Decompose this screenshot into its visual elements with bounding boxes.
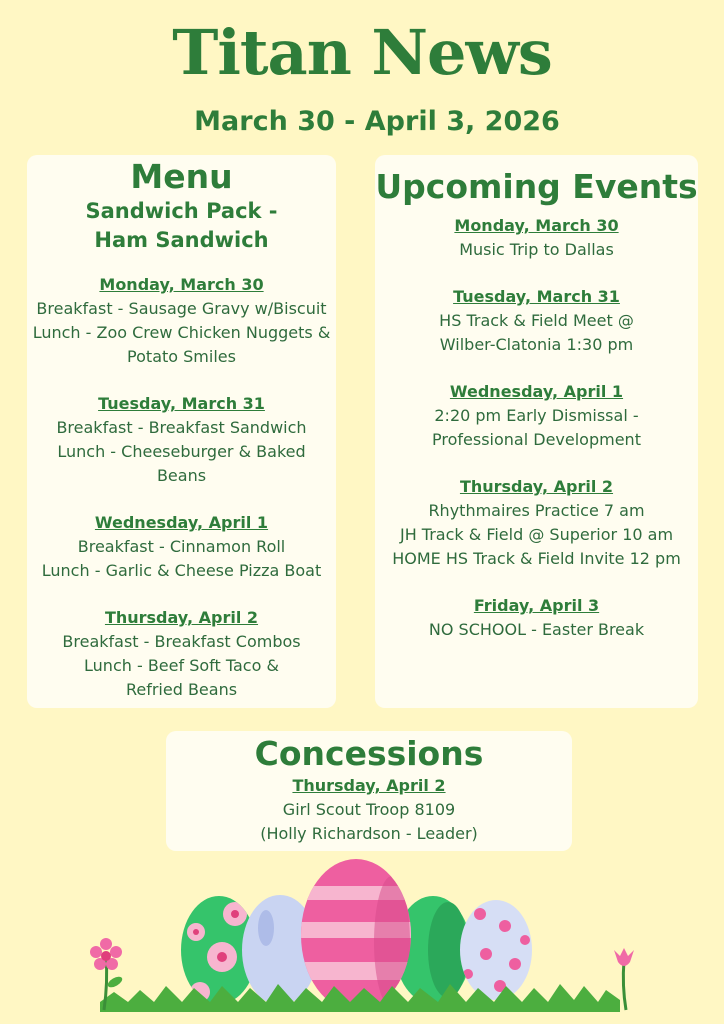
event-day-block [375,594,698,642]
concessions-line: Girl Scout Troop 8109 [282,800,456,819]
concessions-day: Thursday, April 2 [292,776,446,795]
events-card [375,155,698,708]
concessions-line: (Holly Richardson - Leader) [260,824,478,843]
menu-line: Lunch - Beef Soft Taco & [84,656,279,675]
menu-day-block [27,606,336,702]
menu-day-block [27,273,336,369]
event-day-heading: Tuesday, March 31 [453,287,620,306]
newsletter-title: Titan News [172,16,552,89]
event-line: HS Track & Field Meet @ [439,311,634,330]
menu-subheading-2: Ham Sandwich [94,228,269,252]
event-line: Rhythmaires Practice 7 am [428,501,645,520]
event-day-block [375,380,698,452]
event-day-heading: Friday, April 3 [473,596,600,615]
menu-day-heading: Tuesday, March 31 [98,394,265,413]
event-day-block [375,214,698,262]
date-range: March 30 - April 3, 2026 [194,106,560,137]
event-day-block [375,285,698,357]
menu-line: Lunch - Zoo Crew Chicken Nuggets & [32,323,331,342]
menu-line: Breakfast - Breakfast Combos [62,632,301,651]
menu-day-heading: Thursday, April 2 [104,608,259,627]
menu-day-block [27,392,336,488]
event-line: 2:20 pm Early Dismissal - [434,406,639,425]
menu-subheading-1: Sandwich Pack - [85,199,278,223]
menu-heading: Menu [130,157,233,196]
event-day-heading: Thursday, April 2 [459,477,614,496]
event-line: JH Track & Field @ Superior 10 am [399,525,674,544]
event-line: Wilber-Clatonia 1:30 pm [439,335,634,354]
menu-line: Potato Smiles [127,347,236,366]
easter-egg-icon [460,900,532,1000]
event-line: HOME HS Track & Field Invite 12 pm [392,549,681,568]
easter-decoration [0,852,724,1024]
menu-line: Breakfast - Sausage Gravy w/Biscuit [36,299,327,318]
menu-line: Breakfast - Breakfast Sandwich [56,418,307,437]
menu-line: Lunch - Cheeseburger & Baked [57,442,306,461]
event-line: Professional Development [432,430,641,449]
event-line: Music Trip to Dallas [459,240,614,259]
concessions-heading: Concessions [254,734,484,773]
menu-line: Breakfast - Cinnamon Roll [77,537,286,556]
event-day-heading: Wednesday, April 1 [449,382,624,401]
menu-day-block [27,511,336,583]
event-line: NO SCHOOL - Easter Break [428,620,645,639]
event-day-heading: Monday, March 30 [454,216,619,235]
menu-day-heading: Wednesday, April 1 [94,513,269,532]
menu-card [27,155,336,708]
concessions-card [166,731,572,851]
menu-line: Refried Beans [125,680,238,699]
menu-line: Beans [156,466,207,485]
event-day-block [375,475,698,571]
menu-day-heading: Monday, March 30 [99,275,264,294]
menu-line: Lunch - Garlic & Cheese Pizza Boat [41,561,322,580]
events-heading: Upcoming Events [375,167,698,206]
